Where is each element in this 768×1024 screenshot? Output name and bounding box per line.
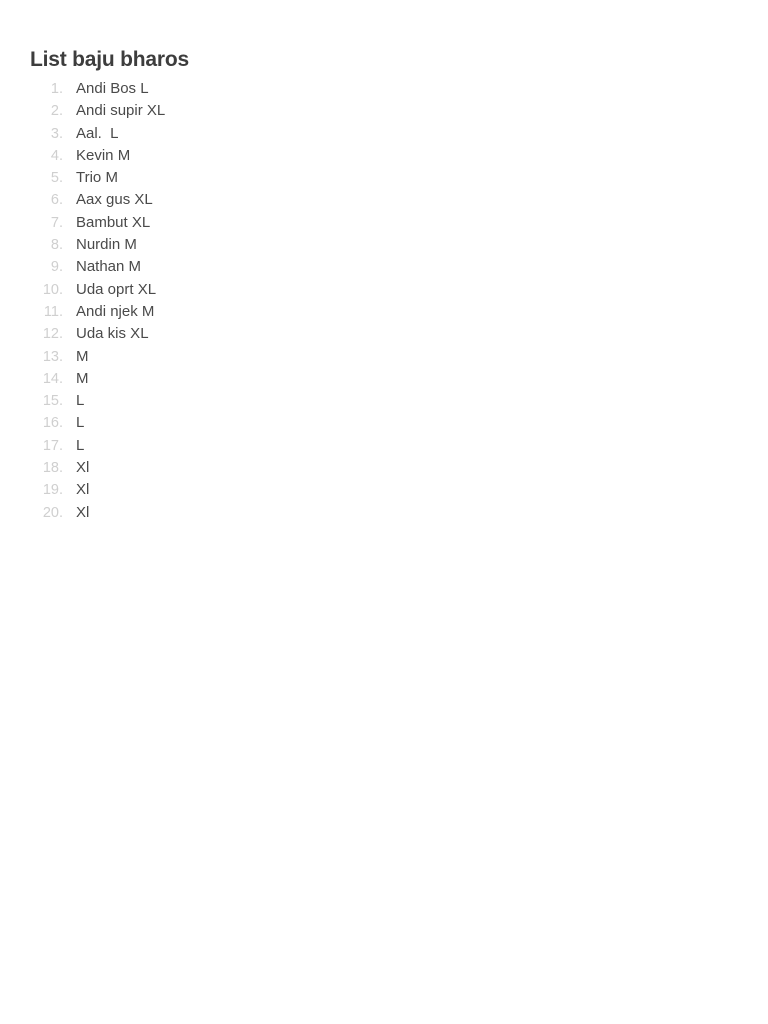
list-item-number: 10. xyxy=(42,281,63,298)
list-item[interactable] xyxy=(30,189,768,211)
list-item[interactable] xyxy=(30,457,768,479)
list-item[interactable] xyxy=(30,123,768,145)
list-item-number: 11. xyxy=(43,303,63,320)
list-item[interactable] xyxy=(30,479,768,501)
list-item[interactable] xyxy=(30,279,768,301)
list-item-text[interactable]: Nathan M xyxy=(76,258,142,276)
numbered-list xyxy=(30,78,768,524)
list-item-text[interactable]: Nurdin M xyxy=(76,236,137,254)
note-title[interactable]: List baju bharos xyxy=(30,48,189,71)
list-item-number: 18. xyxy=(42,460,63,477)
list-item-number: 4. xyxy=(50,147,63,164)
list-item-text[interactable]: Uda oprt XL xyxy=(76,280,157,298)
list-item[interactable] xyxy=(30,256,768,278)
list-item-number: 6. xyxy=(50,192,63,209)
list-item-number: 16. xyxy=(42,415,63,432)
list-item[interactable] xyxy=(30,167,768,189)
list-item-text[interactable]: Uda kis XL xyxy=(76,325,149,343)
list-item-number: 13. xyxy=(42,348,63,365)
list-item[interactable] xyxy=(30,368,768,390)
list-item[interactable] xyxy=(30,502,768,524)
list-item-number: 8. xyxy=(50,237,63,254)
list-item[interactable] xyxy=(30,346,768,368)
list-item[interactable] xyxy=(30,301,768,323)
list-item-number: 20. xyxy=(42,504,63,521)
list-item-text[interactable]: L xyxy=(76,392,85,410)
list-item-text[interactable]: L xyxy=(76,436,85,454)
list-item[interactable] xyxy=(30,234,768,256)
list-item[interactable] xyxy=(30,390,768,412)
list-item-text[interactable]: L xyxy=(76,414,85,432)
list-item[interactable] xyxy=(30,323,768,345)
list-item-text[interactable]: Xl xyxy=(76,481,90,499)
list-item[interactable] xyxy=(30,435,768,457)
list-item-number: 17. xyxy=(42,437,63,454)
list-item-text[interactable]: Aal. L xyxy=(76,124,119,142)
list-item-text[interactable]: Andi njek M xyxy=(76,302,155,320)
list-item-text[interactable]: Andi supir XL xyxy=(76,102,166,120)
list-item-text[interactable]: Trio M xyxy=(76,169,118,187)
list-item-number: 9. xyxy=(50,259,63,276)
list-item-number: 12. xyxy=(42,326,63,343)
list-item-text[interactable]: Kevin M xyxy=(76,146,131,164)
list-item[interactable] xyxy=(30,145,768,167)
list-item-number: 15. xyxy=(42,393,63,410)
list-item-number: 19. xyxy=(42,482,63,499)
list-item[interactable] xyxy=(30,78,768,100)
list-item-number: 2. xyxy=(50,103,63,120)
list-item-number: 1. xyxy=(50,81,63,97)
list-item-number: 14. xyxy=(42,370,63,387)
list-item-text[interactable]: Xl xyxy=(76,459,90,477)
list-item-text[interactable]: Xl xyxy=(76,503,90,521)
list-item-number: 3. xyxy=(50,125,63,142)
list-item[interactable] xyxy=(30,100,768,122)
list-item-text[interactable]: M xyxy=(76,369,89,387)
list-item-text[interactable]: Aax gus XL xyxy=(76,191,153,209)
list-item-number: 5. xyxy=(50,170,63,187)
list-item-text[interactable]: Andi Bos L xyxy=(76,80,149,97)
list-item-number: 7. xyxy=(50,214,63,231)
list-item-text[interactable]: Bambut XL xyxy=(76,213,151,231)
list-item[interactable] xyxy=(30,212,768,234)
list-item[interactable] xyxy=(30,412,768,434)
list-item-text[interactable]: M xyxy=(76,347,89,365)
